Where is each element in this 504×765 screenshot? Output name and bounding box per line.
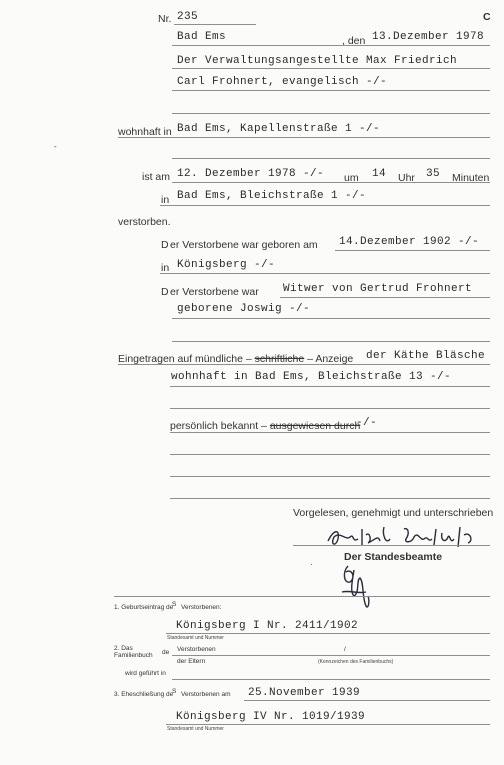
informant-signature bbox=[324, 523, 494, 551]
note1-label-a: 1. Geburtseintrag de bbox=[114, 604, 174, 611]
note1-caption: Standesamt und Nummer bbox=[167, 635, 224, 641]
note3-rule bbox=[166, 724, 490, 725]
note3-date-rule bbox=[244, 700, 490, 701]
registrar-signature bbox=[336, 562, 380, 614]
nr-label: Nr. bbox=[158, 13, 172, 25]
death-minute: 35 bbox=[426, 168, 441, 180]
deceased-line2: Carl Frohnert, evangelisch -/- bbox=[177, 76, 388, 88]
informant-address: wohnhaft in Bad Ems, Bleichstraße 13 -/- bbox=[171, 371, 452, 383]
birth-d-prefix: D bbox=[161, 239, 169, 251]
note2-verstorbenen: Verstorbenen bbox=[177, 646, 216, 653]
deceased-line1: Der Verwaltungsangestellte Max Friedrich bbox=[177, 55, 458, 67]
ist-am-label: ist am bbox=[142, 171, 171, 183]
note3-label-a: 3. Eheschließung de bbox=[114, 691, 174, 698]
note1-rule bbox=[166, 633, 490, 634]
wohnhaft-label: wohnhaft in bbox=[118, 126, 172, 138]
note3-value: Königsberg IV Nr. 1019/1939 bbox=[176, 711, 366, 723]
note1-label-b: Verstorbenen: bbox=[181, 604, 222, 611]
marital-line2: geborene Joswig -/- bbox=[177, 303, 311, 315]
birth-date: 14.Dezember 1902 -/- bbox=[339, 236, 480, 248]
notes-top-rule bbox=[114, 596, 490, 597]
marital-line1-rule bbox=[280, 297, 490, 298]
blank-rule-4 bbox=[170, 408, 490, 409]
header-line bbox=[172, 45, 490, 46]
death-place-rule bbox=[160, 205, 490, 206]
uhr-label: Uhr bbox=[398, 172, 415, 184]
note2-slash: / bbox=[344, 646, 346, 653]
vorgelesen-text: Vorgelesen, genehmigt und unterschrieben bbox=[293, 507, 494, 519]
blank-rule-5 bbox=[170, 454, 490, 455]
birth-in-label: in bbox=[161, 262, 170, 274]
residence-rule bbox=[118, 137, 490, 138]
note1-s: S bbox=[172, 601, 177, 608]
standesbeamte-label: Der Standesbeamte bbox=[344, 551, 443, 563]
marital-d-prefix: D bbox=[161, 286, 169, 298]
blank-rule-7 bbox=[170, 498, 490, 499]
corner-letter: C bbox=[483, 11, 491, 23]
blank-rule-3 bbox=[172, 341, 490, 342]
blank-rule-2 bbox=[172, 158, 490, 159]
header-place: Bad Ems bbox=[177, 31, 227, 43]
nr-underline bbox=[174, 24, 256, 25]
minuten-label: Minuten bbox=[452, 172, 490, 184]
death-place: Bad Ems, Bleichstraße 1 -/- bbox=[177, 190, 367, 202]
nr-value: 235 bbox=[177, 11, 199, 23]
death-date-rule bbox=[172, 182, 490, 183]
note2-label-b: Familienbuch bbox=[114, 652, 153, 659]
residence: Bad Ems, Kapellenstraße 1 -/- bbox=[177, 123, 381, 135]
note3-date: 25.November 1939 bbox=[248, 687, 361, 699]
birth-label: er Verstorbene war geboren am bbox=[170, 239, 318, 251]
deceased-line2-rule bbox=[172, 90, 490, 91]
known-value: -/- bbox=[356, 417, 378, 429]
verstorben-label: verstorben. bbox=[118, 216, 171, 228]
known-label: persönlich bekannt – ausgewiesen durch bbox=[170, 420, 361, 432]
note3-caption: Standesamt und Nummer bbox=[167, 726, 224, 732]
registration-label: Eingetragen auf mündliche – schriftliche – Anzeige bbox=[118, 353, 354, 365]
note3-label-b: Verstorbenen am bbox=[181, 691, 231, 698]
header-date: 13.Dezember 1978 bbox=[372, 31, 485, 43]
marital-line1: Witwer von Gertrud Frohnert bbox=[283, 283, 473, 295]
note1-value: Königsberg I Nr. 2411/1902 bbox=[176, 620, 359, 632]
death-in-label: in bbox=[161, 194, 170, 206]
note2-label-a: 2. Das bbox=[114, 645, 133, 652]
den-label: , den bbox=[342, 35, 366, 47]
note2-wird: wird geführt in bbox=[125, 670, 166, 677]
death-date: 12. Dezember 1978 -/- bbox=[177, 168, 325, 180]
informant-signature-rule bbox=[293, 545, 490, 546]
informant-address-rule bbox=[170, 386, 490, 387]
note2-de: de bbox=[162, 649, 170, 656]
note2-caption: (Kennzeichen des Familienbuchs) bbox=[318, 659, 394, 665]
blank-rule-1 bbox=[172, 113, 490, 114]
informant-rule bbox=[118, 364, 490, 365]
informant: der Käthe Bläsche bbox=[366, 350, 486, 362]
birth-date-rule bbox=[335, 250, 490, 251]
note2-rule-b bbox=[172, 679, 490, 680]
deceased-line1-rule bbox=[172, 68, 490, 69]
note2-eltern: der Eltern bbox=[177, 658, 206, 665]
marital-line2-rule bbox=[172, 318, 490, 319]
birth-place: Königsberg -/- bbox=[177, 259, 276, 271]
known-rule bbox=[170, 432, 490, 433]
death-hour: 14 bbox=[372, 168, 387, 180]
margin-mark: - bbox=[54, 142, 57, 151]
note3-s: S bbox=[172, 688, 177, 695]
signature-dot: · bbox=[310, 560, 313, 569]
birth-place-rule bbox=[160, 273, 490, 274]
um-label: um bbox=[344, 172, 359, 184]
blank-rule-6 bbox=[170, 476, 490, 477]
marital-label: er Verstorbene war bbox=[170, 286, 259, 298]
note2-rule-a bbox=[172, 655, 490, 656]
